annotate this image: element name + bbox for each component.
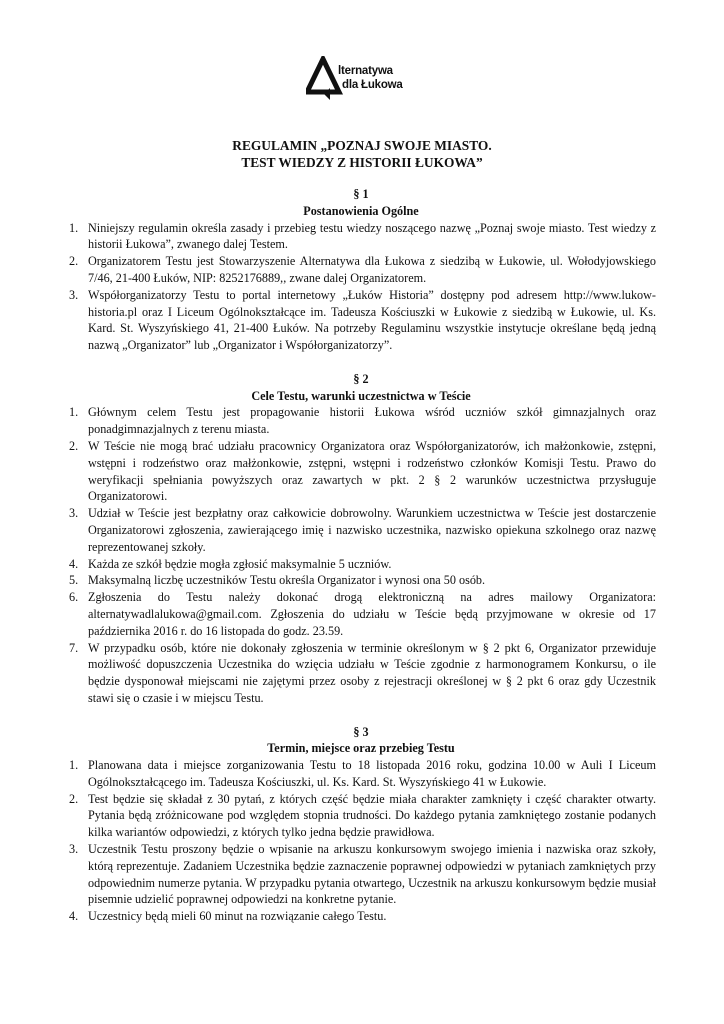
list-item <box>66 589 656 639</box>
section-number: § 3 <box>353 724 369 739</box>
item-text: W Teście nie mogą brać udziału pracownicy Organizatora oraz Współorganizatorów, ich małżonkowie, zstępni, wstępni i rodzeństwo oraz małżonkowie, zstępni, wstępni i rodzeństwo członków Komisji Testu. Prawo do weryfikacji spełniania powyższych oraz zawartych w pkt. 2 § 2 warunków uczestnictwa przysługuje Organizatorowi. <box>88 438 656 504</box>
list-item <box>66 841 656 908</box>
section-list <box>66 404 656 706</box>
triangle-logo-icon <box>306 56 346 100</box>
item-number: 1. <box>69 405 79 420</box>
list-item <box>66 253 656 287</box>
item-number: 5. <box>69 573 79 588</box>
item-text: Maksymalną liczbę uczestników Testu określa Organizator i wynosi ona 50 osób. <box>88 573 486 588</box>
item-number: 1. <box>69 220 79 235</box>
item-text: Test będzie się składał z 30 pytań, z których część będzie miała charakter zamknięty i część charakter otwarty. Pytania będą zróżnicowane pod względem stopnia trudności. Do każdego pytania zamkniętego zostanie podanych kilka wariantów odpowiedzi, z których tylko jedna będzie prawidłowa. <box>88 791 656 840</box>
section-title: Cele Testu, warunki uczestnictwa w Teście <box>251 388 471 403</box>
list-item <box>66 572 656 589</box>
list-item <box>66 757 656 791</box>
item-text: Uczestnicy będą mieli 60 minut na rozwiązanie całego Testu. <box>88 909 387 924</box>
item-number: 3. <box>69 842 79 857</box>
item-number: 3. <box>69 506 79 521</box>
item-text: Planowana data i miejsce zorganizowania Testu to 18 listopada 2016 roku, godzina 10.00 w Auli I Liceum Ogólnokształcącego im. Tadeusza Kościuszki, ul. Ks. Kard. St. Wyszyńskiego 41 w Łukowie. <box>88 758 656 789</box>
item-text: Głównym celem Testu jest propagowanie historii Łukowa wśród uczniów szkół gimnazjalnych oraz ponadgimnazjalnych z terenu miasta. <box>88 405 656 437</box>
section-title: Termin, miejsce oraz przebieg Testu <box>267 741 455 756</box>
list-item <box>66 640 656 707</box>
item-number: 2. <box>69 791 79 806</box>
list-item <box>66 220 656 254</box>
item-number: 2. <box>69 438 79 453</box>
item-text: Zgłoszenia do Testu należy dokonać drogą elektroniczną na adres mailowy Organizatora: alternatywadlalukowa@gmail.com. Zgłoszenia do udziału w Teście będą przyjmowane w okresie od 17 października 2016 r. do 16 listopada do godz. 23.59. <box>88 590 656 638</box>
logo-text-line1: lternatywa <box>338 65 393 77</box>
logo-text-line2: dla Łukowa <box>342 79 403 91</box>
item-text: Niniejszy regulamin określa zasady i przebieg testu wiedzy noszącego nazwę „Poznaj swoje miasto. Test wiedzy z historii Łukowa”, zwanego dalej Testem. <box>88 220 656 252</box>
list-item <box>66 791 656 841</box>
section-list <box>66 757 656 925</box>
list-item <box>66 404 656 438</box>
section-2 <box>66 371 656 707</box>
item-number: 4. <box>69 909 79 924</box>
section-list <box>66 220 656 354</box>
item-number: 2. <box>69 254 79 269</box>
item-number: 4. <box>69 556 79 571</box>
title-line-2: TEST WIEDZY Z HISTORII ŁUKOWA” <box>241 154 483 170</box>
item-text: W przypadku osób, które nie dokonały zgłoszenia w terminie określonym w § 2 pkt 6, Organizator przewiduje możliwość dopuszczenia Uczestnika do wzięcia udziału w Teście zgodnie z harmonogramem Konkursu, o ile będzie dysponował miejscami nie zajętymi przez osoby z rejestracji określonej w § 2 pkt 6 oraz gdy Uczestnik stawi się o czasie i w miejscu Testu. <box>88 640 656 705</box>
section-1 <box>66 186 656 354</box>
list-item <box>66 438 656 505</box>
section-number: § 1 <box>353 187 369 201</box>
item-number: 6. <box>69 590 79 605</box>
item-text: Każda ze szkół będzie mogła zgłosić maksymalnie 5 uczniów. <box>88 556 392 571</box>
item-number: 7. <box>69 640 79 655</box>
organization-logo <box>306 56 418 100</box>
list-item <box>66 505 656 555</box>
item-number: 3. <box>69 287 79 302</box>
item-text: Udział w Teście jest bezpłatny oraz całkowicie dobrowolny. Warunkiem uczestnictwa w Teście jest dostarczenie Organizatorowi zgłoszenia, zawierającego imię i nazwisko uczestnika, nazwisko opiekuna szkolnego oraz nazwę reprezentowanej szkoły. <box>88 506 656 554</box>
item-text: Uczestnik Testu proszony będzie o wpisanie na arkuszu konkursowym swojego imienia i nazwiska oraz szkoły, którą reprezentuje. Zadaniem Uczestnika będzie zaznaczenie poprawnej odpowiedzi w pytaniach zamkniętych przy odpowiednim numerze pytania. W przypadku pytania otwartego, Uczestnik na arkuszu konkursowym będzie musiał pisemnie udzielić poprawnej odpowiedzi na konkretne pytanie. <box>88 842 656 907</box>
list-item <box>66 908 656 925</box>
item-text: Organizatorem Testu jest Stowarzyszenie Alternatywa dla Łukowa z siedzibą w Łukowie, ul. Wołodyjowskiego 7/46, 21-400 Łuków, NIP: 8252176889,, zwane dalej Organizatorem. <box>88 254 656 285</box>
section-title: Postanowienia Ogólne <box>303 203 419 218</box>
list-item <box>66 556 656 573</box>
item-text: Współorganizatorzy Testu to portal internetowy „Łuków Historia” dostępny pod adresem http://www.lukow-historia.pl oraz I Liceum Ogólnokształcące im. Tadeusza Kościuszki w Łukowie z siedzibą w Łukowie, ul. Ks. Kard. St. Wyszyńskiego 41, 21-400 Łuków. Na potrzeby Regulaminu wszystkie instytucje określane będą jedną nazwą „Organizator” lub „Organizator i Współorganizatorzy”. <box>88 287 656 353</box>
section-number: § 2 <box>353 371 369 386</box>
regulations-body <box>66 186 656 925</box>
document-title <box>0 138 724 171</box>
title-line-1: REGULAMIN „POZNAJ SWOJE MIASTO. <box>232 138 492 153</box>
item-number: 1. <box>69 758 79 773</box>
list-item <box>66 287 656 354</box>
section-3 <box>66 724 656 926</box>
